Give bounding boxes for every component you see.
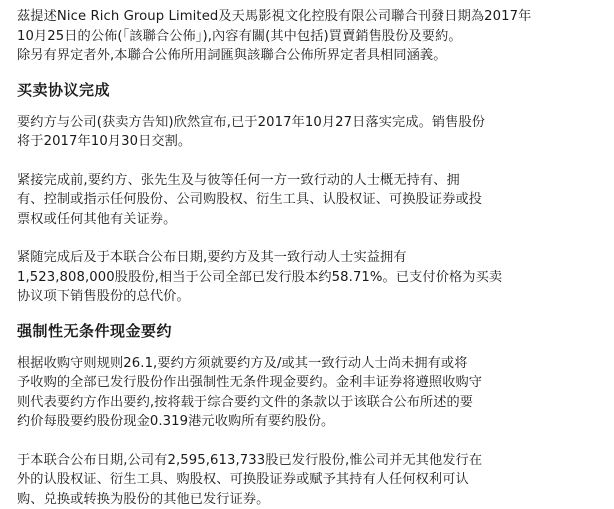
before-completion-paragraph [17,171,594,230]
text-line: 约价每股要约股份现金0.319港元收购所有要约股份。 [17,412,594,432]
text-line: 紧随完成后及于本联合公布日期,要约方及其一致行动人士实益拥有 [17,248,594,268]
text-line: 10月25日的公佈(「該聯合公佈」),內容有關(其中包括)買賣銷售股份及要約。 [17,27,594,47]
text-line: 外的认股权证、衍生工具、购股权、可换股证券或赋予其持有人任何权利可认 [17,470,594,490]
text-line: 要约方与公司(获卖方告知)欣然宣布,已于2017年10月27日落实完成。销售股份 [17,113,594,133]
text-line: 有、控制或指示任何股份、公司购股权、衍生工具、认股权证、可换股证券或投 [17,190,594,210]
offer-paragraph [17,354,594,432]
text-line: 除另有界定者外,本聯合公佈所用詞匯與該聯合公佈所界定者具相同涵義。 [17,46,594,66]
text-line: 1,523,808,000股股份,相当于公司全部已发行股本约58.71%。已支付价格为买卖 [17,268,594,288]
completion-paragraph [17,113,594,152]
text-line: 则代表要约方作出要约,按将载于综合要约文件的条款以于该联合公布所述的要 [17,393,594,413]
text-line: 紧接完成前,要约方、张先生及与彼等任何一方一致行动的人士概无持有、拥 [17,171,594,191]
text-line: 于本联合公布日期,公司有2,595,613,733股已发行股份,惟公司并无其他发行在 [17,451,594,471]
text-line: 根据收购守则规则26.1,要约方须就要约方及/或其一致行动人士尚未拥有或将 [17,354,594,374]
section-heading-mandatory-offer: 强制性无条件现金要约 [17,321,594,341]
after-completion-paragraph [17,248,594,307]
text-line: 协议项下销售股份的总代价。 [17,287,594,307]
text-line: 将于2017年10月30日交割。 [17,132,594,152]
text-line: 购、兑换或转换为股份的其他已发行证券。 [17,490,594,509]
text-line: 茲提述Nice Rich Group Limited及天馬影視文化控股有限公司聯合刊發日期為2017年 [17,7,594,27]
section-heading-completion: 买卖协议完成 [17,80,594,100]
text-line: 票权或任何其他有关证券。 [17,210,594,230]
text-line: 予收购的全部已发行股份作出强制性无条件现金要约。金利丰证券将遵照收购守 [17,373,594,393]
intro-paragraph [17,7,594,66]
issued-shares-paragraph [17,451,594,509]
